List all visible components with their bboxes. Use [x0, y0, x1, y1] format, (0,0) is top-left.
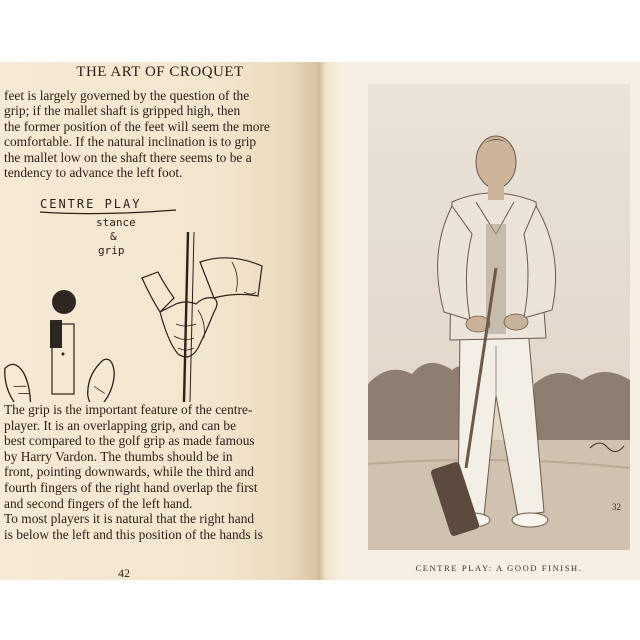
- text-line: front, pointing downwards, while the third and: [4, 464, 254, 480]
- text-line: and second fingers of the left hand.: [4, 495, 193, 511]
- text-line: by Harry Vardon. The thumbs should be in: [4, 448, 233, 464]
- text-line: is below the left and this position of the hands is: [4, 526, 263, 542]
- text-line: the mallet low on the shaft there seems to be a: [4, 149, 252, 165]
- text-line: grip; if the mallet shaft is gripped high, then: [4, 103, 241, 119]
- croquet-player-illustration: [368, 84, 630, 550]
- mallet-head-icon: [50, 320, 74, 394]
- centre-play-sketch: [0, 192, 280, 402]
- illustration-plate: [368, 84, 630, 550]
- running-head: THE ART OF CROQUET: [76, 64, 244, 80]
- lawn: [368, 440, 630, 550]
- book-spread: [0, 62, 640, 580]
- sketch-label-grip: grip: [98, 244, 125, 257]
- ball-icon: [52, 290, 76, 314]
- sketch-label-stance: stance: [96, 216, 136, 229]
- text-line: To most players it is natural that the right hand: [4, 511, 255, 527]
- text-line: player. It is an overlapping grip, and can be: [4, 417, 237, 433]
- right-page: [340, 62, 640, 580]
- plate-number: 32: [612, 502, 621, 512]
- page-number: 42: [118, 566, 130, 580]
- paragraph-1: [4, 88, 270, 180]
- plate-caption: CENTRE PLAY: A GOOD FINISH.: [415, 563, 583, 573]
- left-page: [0, 62, 318, 580]
- sketch-label-amp: &: [110, 230, 117, 243]
- text-line: The grip is the important feature of the centre-: [4, 402, 253, 417]
- paragraph-2: [4, 402, 270, 542]
- sketch-title: CENTRE PLAY: [40, 197, 142, 211]
- right-footprint-icon: [84, 356, 119, 402]
- left-footprint-icon: [0, 361, 36, 402]
- hands-grip-icon: [142, 232, 262, 402]
- book-gutter: [318, 62, 340, 580]
- text-line: fourth fingers of the right hand overlap the first: [4, 479, 258, 495]
- text-line: comfortable. If the natural inclination is to grip: [4, 134, 257, 150]
- text-line: feet is largely governed by the question of the: [4, 88, 250, 103]
- hedge-right: [534, 372, 630, 448]
- text-line: tendency to advance the left foot.: [4, 165, 183, 181]
- text-line: the former position of the feet will seem the more: [4, 118, 270, 134]
- text-line: best compared to the golf grip as made famous: [4, 433, 255, 449]
